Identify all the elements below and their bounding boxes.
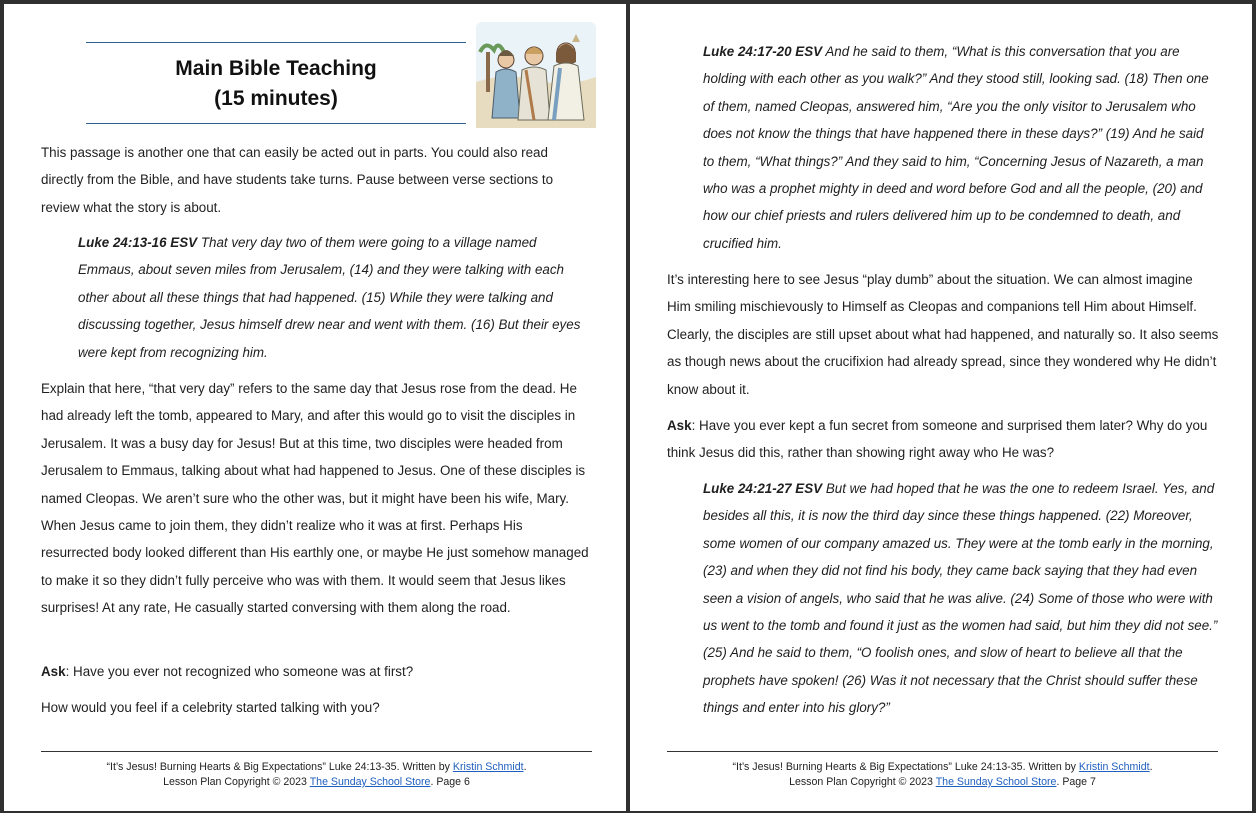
footer-punct: . [523,761,527,773]
scripture-reference: Luke 24:13-16 ESV [78,235,198,250]
scripture-quote-luke-24-17 [703,38,1218,257]
section-title-line2: (15 minutes) [214,87,338,110]
author-link[interactable]: Kristin Schmidt [452,761,524,773]
title-bottom-rule [86,123,466,124]
footer-copyright-text: Lesson Plan Copyright © 2023 [789,776,936,788]
footer-rule [667,751,1218,752]
author-link[interactable]: Kristin Schmidt [1078,761,1150,773]
scripture-text: That very day two of them were going to a village named Emmaus, about seven miles from Jerusalem, (14) and they were talking with each other about all these things that had happened. (15) While they were talking and discussing together, Jesus himself drew near and went with them. (16) But their eyes were kept from recognizing him. [78,235,581,360]
store-link[interactable]: The Sunday School Store [935,776,1057,788]
scripture-reference: Luke 24:21-27 ESV [703,481,823,496]
footer-page-number: . Page 7 [1056,776,1096,788]
scripture-text: And he said to them, “What is this conversation that you are holding with each other as you walk?” And they stood still, looking sad. (18) Then one of them, named Cleopas, answered him, “Are you the only visitor to Jerusalem who does not know the things that have happened there in these days?” (19) And he said to them, “What things?” And they said to him, “Concerning Jesus of Nazareth, a man who was a prophet mighty in deed and word before God and all the people, (20) and how our chief priests and rulers delivered him up to be condemned to death, and crucified him. [703,44,1209,251]
scripture-text: But we had hoped that he was the one to redeem Israel. Yes, and besides all this, it is now the third day since these things happened. (22) Moreover, some women of our company amazed us. They were at the tomb early in the morning, (23) and when they did not find his body, they came back saying that they had even seen a vision of angels, who said that he was alive. (24) Some of those who were with us went to the tomb and found it just as the women had said, but him they did not see.” (25) And he said to them, “O foolish ones, and slow of heart to believe all that the prophets have spoken! (26) Was it not necessary that the Christ should suffer these things and enter into his glory?” [703,481,1218,716]
store-link[interactable]: The Sunday School Store [309,776,431,788]
scripture-quote-luke-24-13 [78,229,593,366]
footer-line-2 [667,775,1218,790]
ask-question-2 [667,412,1219,467]
intro-paragraph: This passage is another one that can easily be acted out in parts. You could also read directly from the Bible, and have students take turns. Pause between verse sections to review what the story is about. [41,145,554,215]
footer-line-2 [41,775,592,790]
section-title-line1: Main Bible Teaching [175,57,377,80]
ask-label: Ask [667,418,692,433]
title-top-rule [86,42,466,43]
footer-punct: . [1149,761,1153,773]
ask-text: : Have you ever not recognized who someone was at first? [65,664,414,679]
scripture-quote-luke-24-21 [703,475,1218,722]
ask-label: Ask [41,664,66,679]
footer-line-1 [41,760,592,775]
footer-credit-text: “It’s Jesus! Burning Hearts & Big Expectations” Luke 24:13-35. Written by [106,761,453,773]
footer-line-1 [667,760,1218,775]
page-7 [630,4,1252,811]
page-6 [4,4,626,811]
footer-copyright-text: Lesson Plan Copyright © 2023 [163,776,310,788]
scripture-reference: Luke 24:17-20 ESV [703,44,823,59]
section-title [86,54,466,114]
footer-page-number: . Page 6 [430,776,470,788]
follow-up-question: How would you feel if a celebrity started talking with you? [41,700,380,715]
footer-rule [41,751,592,752]
page-footer [41,760,592,790]
explanation-paragraph: Explain that here, “that very day” refers to the same day that Jesus rose from the dead. He had already left the tomb, appeared to Mary, and after this would go to visit the disciples in Jerusalem. It was a busy day for Jesus! But at this time, two disciples were headed from Jerusalem to Emmaus, talking about what had happened to Jesus. One of these disciples is named Cleopas. We aren’t sure who the other was, but it might have been his wife, Mary. When Jesus came to join them, they didn’t realize who it was at first. Perhaps His resurrected body looked different than His earthly one, or maybe He just somehow managed to make it so they didn’t fully perceive who was with them. It would seem that Jesus likes surprises! At any rate, He casually started conversing with them along the road. [41,381,589,616]
ask-text: : Have you ever kept a fun secret from someone and surprised them later? Why do you think Jesus did this, rather than showing right away who He was? [667,418,1208,461]
footer-credit-text: “It’s Jesus! Burning Hearts & Big Expectations” Luke 24:13-35. Written by [732,761,1079,773]
page-footer [667,760,1218,790]
commentary-paragraph: It’s interesting here to see Jesus “play dumb” about the situation. We can almost imagine Him smiling mischievously to Himself as Cleopas and companions tell Him about Himself. Clearly, the disciples are still upset about what had happened, and naturally so. It also seems as though news about the crucifixion had already spread, since they wondered why He didn’t know about it. [667,272,1219,397]
ask-question-1 [41,658,593,685]
disciples-walking-illustration-icon [476,22,596,128]
